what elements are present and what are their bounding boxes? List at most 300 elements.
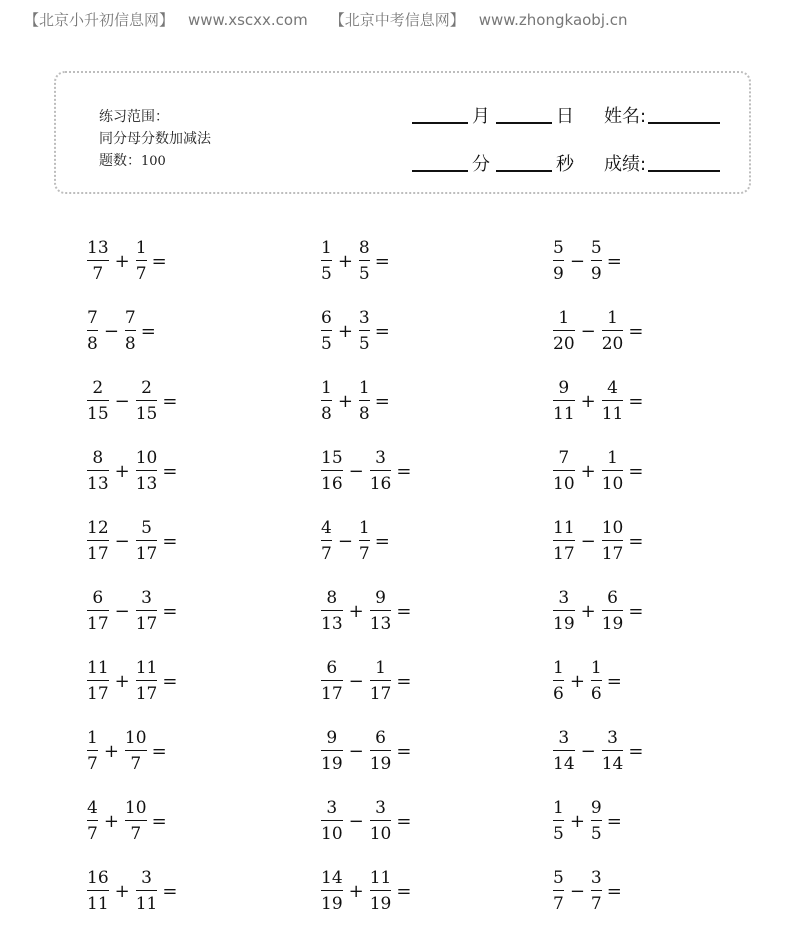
operator: + [114, 670, 130, 692]
fraction-bar [553, 400, 575, 401]
denominator: 17 [135, 544, 158, 564]
problem-item [86, 516, 177, 566]
equals-sign: = [606, 810, 622, 832]
denominator: 7 [321, 544, 332, 564]
denominator: 11 [87, 894, 109, 914]
fraction-bar [370, 680, 392, 681]
month-blank[interactable] [412, 122, 468, 124]
denominator: 15 [135, 404, 158, 424]
numerator: 3 [141, 868, 152, 888]
first-fraction [86, 518, 110, 564]
numerator: 3 [590, 868, 602, 888]
equals-sign: = [151, 740, 167, 762]
fraction-bar [87, 680, 109, 681]
second-fraction [369, 588, 393, 634]
numerator: 1 [553, 658, 564, 678]
xs-site-link[interactable]: www.xscxx.com [188, 11, 308, 29]
numerator: 5 [590, 238, 602, 258]
first-fraction [320, 448, 344, 494]
equals-sign: = [628, 600, 644, 622]
operator: − [103, 320, 119, 342]
equals-sign: = [162, 460, 178, 482]
first-fraction [86, 378, 110, 424]
fraction-bar [553, 540, 575, 541]
fraction-bar [321, 610, 343, 611]
numerator: 16 [87, 868, 109, 888]
numerator: 9 [558, 378, 570, 398]
denominator: 17 [87, 544, 109, 564]
problem-row [86, 726, 706, 796]
operator: − [569, 880, 585, 902]
date-name-row [412, 98, 720, 128]
second-fraction [590, 238, 603, 284]
problem-item [320, 866, 411, 916]
second-fraction [590, 868, 603, 914]
count-label: 题数： [99, 153, 141, 169]
second-fraction [135, 868, 159, 914]
numerator: 3 [358, 308, 370, 328]
fraction-bar [87, 610, 109, 611]
denominator: 7 [87, 824, 98, 844]
operator: − [348, 740, 364, 762]
first-fraction [86, 238, 110, 284]
problem-item [86, 796, 167, 846]
denominator: 13 [321, 614, 343, 634]
numerator: 7 [87, 308, 98, 328]
numerator: 3 [326, 798, 338, 818]
time-score-row [412, 146, 720, 176]
denominator: 7 [358, 544, 370, 564]
numerator: 1 [375, 658, 386, 678]
second-fraction [124, 728, 148, 774]
denominator: 20 [553, 334, 575, 354]
fraction-bar [87, 820, 98, 821]
denominator: 14 [553, 754, 575, 774]
fraction-bar [321, 680, 343, 681]
problem-row [86, 586, 706, 656]
problem-item [552, 866, 622, 916]
problem-item [552, 586, 643, 636]
numerator: 5 [553, 868, 564, 888]
fraction-bar [602, 470, 624, 471]
fraction-bar [321, 540, 332, 541]
problem-item [552, 376, 643, 426]
fraction-bar [553, 750, 575, 751]
denominator: 17 [135, 684, 158, 704]
day-blank[interactable] [496, 122, 552, 124]
problem-row [86, 866, 706, 936]
second-fraction [601, 448, 625, 494]
numerator: 3 [375, 798, 386, 818]
problem-item [320, 446, 411, 496]
operator: + [114, 460, 130, 482]
first-fraction [86, 658, 110, 704]
problem-row [86, 236, 706, 306]
problem-item [320, 656, 411, 706]
denominator: 19 [369, 754, 392, 774]
numerator: 3 [558, 588, 570, 608]
day-label: 日 [556, 106, 574, 127]
denominator: 7 [130, 824, 142, 844]
denominator: 7 [92, 264, 104, 284]
problem-item [86, 236, 167, 286]
second-fraction [601, 308, 625, 354]
denominator: 5 [553, 824, 564, 844]
second-fraction [135, 238, 148, 284]
equals-sign: = [374, 530, 390, 552]
numerator: 7 [558, 448, 570, 468]
second-fraction [590, 658, 603, 704]
denominator: 11 [601, 404, 624, 424]
first-fraction [552, 448, 576, 494]
fraction-bar [602, 750, 624, 751]
numerator: 1 [358, 518, 370, 538]
second-fraction [369, 798, 393, 844]
problem-row [86, 656, 706, 726]
denominator: 19 [601, 614, 624, 634]
operator: − [348, 810, 364, 832]
fraction-bar [553, 820, 564, 821]
numerator: 4 [321, 518, 332, 538]
equals-sign: = [162, 390, 178, 412]
problem-item [552, 796, 622, 846]
numerator: 3 [607, 728, 618, 748]
first-fraction [320, 588, 344, 634]
first-fraction [86, 308, 99, 354]
minute-label: 分 [472, 154, 490, 175]
denominator: 5 [321, 264, 332, 284]
second-fraction [358, 308, 371, 354]
equals-sign: = [374, 250, 390, 272]
numerator: 12 [87, 518, 109, 538]
first-fraction [320, 238, 333, 284]
operator: − [569, 250, 585, 272]
score-blank[interactable] [648, 170, 720, 172]
equals-sign: = [151, 810, 167, 832]
equals-sign: = [628, 460, 644, 482]
numerator: 10 [124, 798, 147, 818]
denominator: 14 [601, 754, 624, 774]
name-blank[interactable] [648, 122, 720, 124]
top-links [24, 9, 628, 30]
denominator: 8 [87, 334, 98, 354]
second-fraction [601, 378, 625, 424]
denominator: 11 [135, 894, 158, 914]
problem-item [86, 446, 177, 496]
operator: + [114, 250, 130, 272]
fraction-bar [87, 260, 109, 261]
denominator: 19 [369, 894, 392, 914]
numerator: 9 [326, 728, 338, 748]
problem-item [86, 376, 177, 426]
denominator: 15 [87, 404, 109, 424]
equals-sign: = [374, 390, 390, 412]
problem-item [552, 726, 643, 776]
denominator: 13 [369, 614, 392, 634]
denominator: 5 [590, 824, 602, 844]
problem-item [552, 446, 643, 496]
second-fraction [135, 518, 159, 564]
numerator: 11 [369, 868, 392, 888]
denominator: 19 [553, 614, 575, 634]
denominator: 8 [321, 404, 332, 424]
problem-item [320, 726, 411, 776]
numerator: 3 [141, 588, 152, 608]
second-fraction [601, 518, 625, 564]
problem-row [86, 796, 706, 866]
equals-sign: = [628, 740, 644, 762]
denominator: 16 [369, 474, 392, 494]
denominator: 16 [321, 474, 343, 494]
denominator: 13 [135, 474, 158, 494]
equals-sign: = [162, 880, 178, 902]
fraction-bar [602, 330, 624, 331]
numerator: 10 [135, 448, 158, 468]
second-fraction [358, 378, 371, 424]
fraction-bar [370, 820, 392, 821]
problem-item [320, 796, 411, 846]
fraction-bar [87, 330, 98, 331]
equals-sign: = [396, 460, 412, 482]
fraction-bar [370, 890, 392, 891]
second-fraction [601, 728, 625, 774]
problem-row [86, 516, 706, 586]
first-fraction [86, 588, 110, 634]
operator: + [337, 250, 353, 272]
problem-item [86, 656, 177, 706]
problem-item [552, 656, 622, 706]
fraction-bar [370, 470, 392, 471]
operator: + [580, 390, 596, 412]
denominator: 5 [358, 264, 370, 284]
numerator: 1 [558, 308, 570, 328]
worksheet-header [54, 71, 751, 194]
numerator: 1 [321, 238, 332, 258]
operator: − [337, 530, 353, 552]
first-fraction [86, 798, 99, 844]
operator: − [114, 600, 130, 622]
numerator: 11 [87, 658, 109, 678]
equals-sign: = [396, 880, 412, 902]
fraction-bar [553, 890, 564, 891]
numerator: 8 [358, 238, 370, 258]
operator: + [337, 390, 353, 412]
denominator: 5 [358, 334, 370, 354]
fraction-bar [553, 330, 575, 331]
denominator: 17 [87, 614, 109, 634]
count-value: 100 [141, 154, 166, 169]
xs-site-name: 【北京小升初信息网】 [24, 11, 175, 29]
numerator: 1 [607, 308, 618, 328]
denominator: 10 [553, 474, 575, 494]
month-label: 月 [472, 106, 490, 127]
numerator: 6 [326, 658, 338, 678]
equals-sign: = [396, 600, 412, 622]
fraction-bar [87, 750, 98, 751]
second-fraction [369, 868, 393, 914]
first-fraction [320, 378, 333, 424]
zk-site-link[interactable]: www.zhongkaobj.cn [478, 11, 628, 29]
numerator: 1 [321, 378, 332, 398]
numerator: 9 [375, 588, 386, 608]
first-fraction [86, 728, 99, 774]
problem-item [86, 586, 177, 636]
first-fraction [320, 728, 344, 774]
numerator: 8 [92, 448, 104, 468]
fraction-bar [359, 400, 370, 401]
denominator: 17 [369, 684, 392, 704]
fraction-bar [87, 540, 109, 541]
problem-item [552, 306, 643, 356]
first-fraction [552, 308, 576, 354]
fraction-bar [125, 750, 147, 751]
operator: − [114, 390, 130, 412]
problem-item [552, 516, 643, 566]
numerator: 1 [358, 378, 370, 398]
fraction-bar [87, 400, 109, 401]
second-fraction [601, 588, 625, 634]
second-fraction [590, 798, 603, 844]
numerator: 13 [87, 238, 109, 258]
denominator: 9 [553, 264, 564, 284]
fraction-bar [591, 260, 602, 261]
equals-sign: = [162, 670, 178, 692]
fraction-bar [591, 820, 602, 821]
first-fraction [320, 868, 344, 914]
second-fraction [135, 658, 159, 704]
denominator: 19 [321, 754, 343, 774]
equals-sign: = [606, 250, 622, 272]
operator: − [580, 740, 596, 762]
first-fraction [552, 588, 576, 634]
denominator: 17 [135, 614, 158, 634]
numerator: 6 [321, 308, 332, 328]
fraction-bar [359, 540, 370, 541]
operator: + [103, 740, 119, 762]
denominator: 6 [553, 684, 564, 704]
fraction-bar [591, 680, 602, 681]
fraction-bar [602, 540, 624, 541]
zk-site-name: 【北京中考信息网】 [329, 11, 465, 29]
operator: + [348, 600, 364, 622]
numerator: 10 [601, 518, 624, 538]
denominator: 17 [553, 544, 575, 564]
fraction-bar [553, 260, 564, 261]
numerator: 2 [92, 378, 104, 398]
problem-grid [86, 236, 706, 936]
second-fraction [124, 308, 137, 354]
numerator: 11 [553, 518, 575, 538]
problem-item [320, 306, 390, 356]
numerator: 15 [321, 448, 343, 468]
denominator: 7 [135, 264, 147, 284]
numerator: 6 [92, 588, 104, 608]
first-fraction [320, 518, 333, 564]
operator: + [348, 880, 364, 902]
fraction-bar [602, 400, 624, 401]
denominator: 10 [321, 824, 343, 844]
fraction-bar [359, 260, 370, 261]
second-fraction [135, 588, 159, 634]
first-fraction [552, 798, 565, 844]
denominator: 10 [601, 474, 624, 494]
second-fraction [135, 448, 159, 494]
numerator: 1 [135, 238, 147, 258]
fraction-bar [553, 680, 564, 681]
denominator: 7 [130, 754, 142, 774]
second-blank[interactable] [496, 170, 552, 172]
problem-item [86, 306, 156, 356]
numerator: 1 [553, 798, 564, 818]
numerator: 5 [553, 238, 564, 258]
fraction-bar [87, 890, 109, 891]
problem-row [86, 306, 706, 376]
numerator: 8 [326, 588, 338, 608]
minute-blank[interactable] [412, 170, 468, 172]
denominator: 7 [87, 754, 98, 774]
denominator: 13 [87, 474, 109, 494]
fraction-bar [553, 470, 575, 471]
fraction-bar [321, 260, 332, 261]
numerator: 9 [590, 798, 602, 818]
fraction-bar [321, 470, 343, 471]
operator: − [348, 460, 364, 482]
scope-info [99, 106, 211, 173]
fraction-bar [125, 820, 147, 821]
second-fraction [358, 518, 371, 564]
denominator: 8 [358, 404, 370, 424]
second-fraction [369, 658, 393, 704]
operator: + [114, 880, 130, 902]
problem-row [86, 446, 706, 516]
equals-sign: = [374, 320, 390, 342]
equals-sign: = [162, 600, 178, 622]
denominator: 9 [590, 264, 602, 284]
fraction-bar [321, 750, 343, 751]
operator: − [348, 670, 364, 692]
fraction-bar [136, 890, 158, 891]
numerator: 3 [558, 728, 570, 748]
denominator: 17 [87, 684, 109, 704]
operator: − [580, 320, 596, 342]
first-fraction [552, 238, 565, 284]
operator: − [114, 530, 130, 552]
first-fraction [320, 658, 344, 704]
numerator: 7 [124, 308, 136, 328]
first-fraction [320, 798, 344, 844]
operator: + [580, 460, 596, 482]
fraction-bar [553, 610, 575, 611]
first-fraction [86, 448, 110, 494]
numerator: 10 [124, 728, 147, 748]
second-fraction [369, 448, 393, 494]
first-fraction [320, 308, 333, 354]
fraction-bar [321, 820, 343, 821]
denominator: 17 [601, 544, 624, 564]
equals-sign: = [396, 810, 412, 832]
second-fraction [135, 378, 159, 424]
score-label: 成绩: [604, 154, 647, 175]
numerator: 3 [375, 448, 386, 468]
second-fraction [369, 728, 393, 774]
numerator: 5 [141, 518, 152, 538]
operator: − [580, 530, 596, 552]
problem-item [320, 236, 390, 286]
second-fraction [124, 798, 148, 844]
name-label: 姓名: [604, 106, 647, 127]
equals-sign: = [162, 530, 178, 552]
fraction-bar [87, 470, 109, 471]
